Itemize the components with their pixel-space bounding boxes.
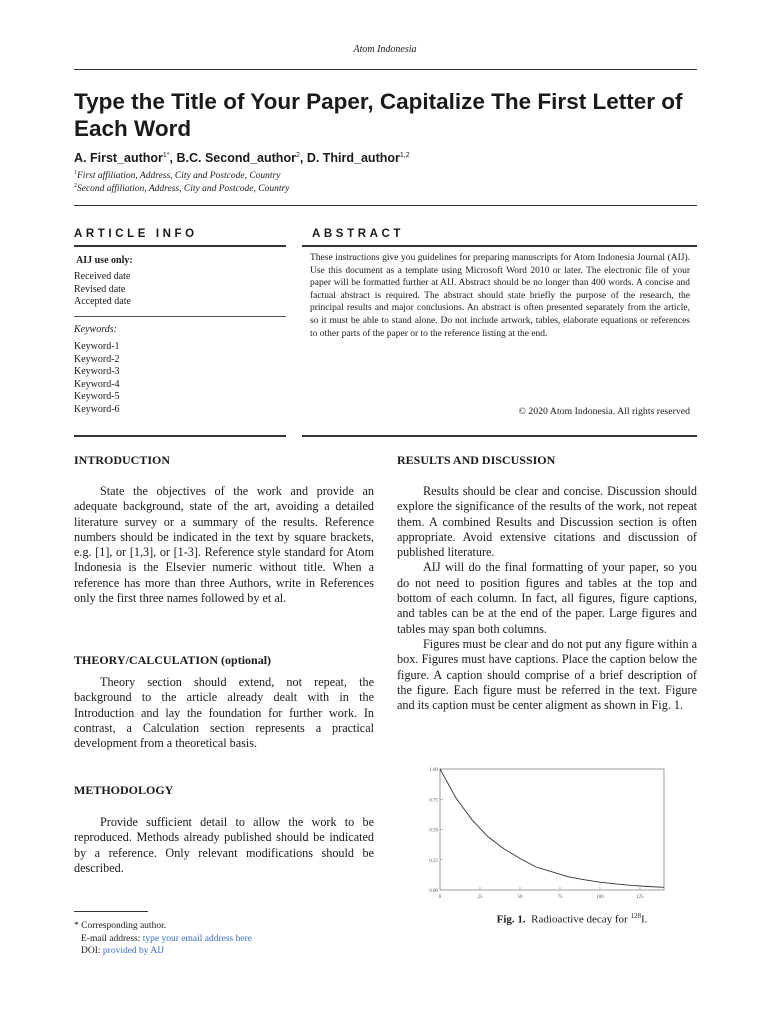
title-rule (74, 205, 697, 206)
revised-date: Revised date (74, 283, 126, 295)
abstract-rule (302, 245, 697, 247)
keyword: Keyword-3 (74, 366, 120, 378)
keyword: Keyword-1 (74, 341, 120, 352)
methodology-text: Provide sufficient detail to allow the work to be reproduced. Methods already published should be indicated by a reference. Only relevant modifications should be described. (74, 815, 374, 875)
introduction-heading: INTRODUCTION (74, 453, 171, 467)
paper-title: Type the Title of Your Paper, Capitalize The First Letter of Each Word (74, 89, 683, 141)
theory-text: Theory section should extend, not repeat, the background to the article already dealt with in the Introduction and lay the foundation for further work. In contrast, a Calculation section represents a practical development from a theoretical basis. (74, 675, 374, 751)
author-list: A. First_author$^{1*}$, B.C. Second_author$^2$, D. Third_author$^{1,2}$ (74, 151, 410, 165)
keyword: Keyword-4 (74, 378, 120, 390)
email-label: E-mail address: (81, 933, 141, 944)
keyword: Keyword-6 (74, 403, 120, 415)
y-tick-label: 0.50 (429, 828, 438, 834)
corresponding-author: * Corresponding author. (74, 921, 167, 931)
introduction-text: State the objectives of the work and provide an adequate background, state of the art, avoiding a detailed literature survey or a summary of the results. Reference numbers should be indicated in the text by square brackets, e.g. [1], or [1,3], or [1-3]. Reference style standard for Atom Indonesia is the Elsevier numeric without title. When a reference has more than three Authors, write in References only the first three names followed by et al. (74, 484, 374, 606)
x-tick-label: 50 (517, 895, 523, 900)
doi-label: DOI: (81, 946, 101, 956)
aij-use-label: AIJ use only: (76, 255, 133, 266)
results-paragraph: Figures must be clear and do not put any figure within a box. Figures must have captions. Place the caption below the figure. A caption should comprise of a brief description of the figure. Each figure must be referred in the text. Figure and its caption must be center aligment as shown in Fig. 1. (397, 636, 697, 713)
x-tick-label: 25 (477, 895, 483, 900)
abstract-bottom-rule (302, 435, 697, 437)
affiliation: $^1$First affiliation, Address, City and Postcode, Country (74, 170, 281, 182)
methodology-heading: METHODOLOGY (74, 783, 174, 797)
keyword: Keyword-5 (74, 391, 120, 403)
date-list (74, 271, 131, 309)
accepted-date: Accepted date (74, 296, 131, 308)
y-tick-label: 0.75 (429, 798, 438, 804)
abstract-text: These instructions give you guidelines for preparing manuscripts for Atom Indonesia Journal (AIJ). Use this document as a template using Microsoft Word 2010 or later. The electronic file of your paper will be formatted further at AIJ. Abstract should be no longer than 400 words. A concise and factual abstract is required. The abstract should state briefly the purpose of the research, the principal results and major conclusions. An abstract is often presented separately from the article, so it must be able to stand alone. Do not include artwork, tables, elaborate equations or references to other parts of the paper or to the reference listing at the end. (310, 253, 690, 339)
email-link[interactable]: type your email address here (142, 933, 252, 944)
results-text (397, 484, 697, 713)
author-name: B.C. Second_author (176, 151, 296, 165)
x-tick-label: 125 (636, 895, 644, 900)
doi-link[interactable]: provided by AIJ (102, 946, 165, 956)
author-name: A. First_author (74, 151, 163, 165)
x-tick-label: 75 (557, 895, 563, 900)
footnote-rule (74, 911, 148, 912)
y-tick-label: 0.25 (429, 858, 438, 864)
isotope-mass: 128 (630, 912, 641, 920)
affiliation: $^2$Second affiliation, Address, City and Postcode, Country (74, 183, 290, 195)
isotope-symbol: I. (640, 913, 648, 926)
results-heading: RESULTS AND DISCUSSION (397, 453, 556, 467)
author-sup: 1* (162, 151, 170, 159)
x-tick-label: 100 (596, 895, 604, 900)
keywords-label: Keywords: (74, 324, 117, 335)
keyword: Keyword-2 (74, 353, 120, 365)
author-sup: 2 (295, 151, 300, 159)
received-date: Received date (74, 271, 131, 282)
keyword-list (74, 341, 120, 417)
author-sup: 1,2 (399, 151, 410, 159)
decay-chart (420, 762, 670, 904)
results-paragraph: Results should be clear and concise. Discussion should explore the significance of the results of the work, not repeat them. A combined Results and Discussion section is often appropriate. Avoid extensive citations and discussion of published literature. (397, 484, 697, 560)
info-rule (74, 245, 286, 247)
results-paragraph: AIJ will do the final formatting of your paper, so you do not need to position figures and tables at the top and bottom of each column. In fact, all figures, figure captions, and tables can be at the end of the paper. Large figures and tables may span both columns. (397, 560, 697, 636)
journal-name: Atom Indonesia (353, 44, 417, 55)
article-info-heading: ARTICLE INFO (74, 228, 198, 240)
caption-text: Radioactive decay for (531, 913, 628, 926)
theory-heading: THEORY/CALCULATION (optional) (74, 653, 272, 667)
abstract-heading: ABSTRACT (312, 228, 405, 240)
figure-label: Fig. 1. (496, 913, 526, 926)
header-rule (74, 69, 697, 70)
author-name: D. Third_author (306, 151, 400, 165)
figure-caption (397, 912, 747, 926)
footnote (74, 920, 252, 958)
y-tick-label: 0.00 (429, 889, 438, 894)
info-bottom-rule (74, 435, 286, 437)
y-tick-label: 1.00 (429, 768, 438, 773)
copyright: © 2020 Atom Indonesia. All rights reserved (518, 406, 690, 417)
info-divider (74, 316, 286, 317)
x-tick-label: 0 (438, 895, 442, 900)
